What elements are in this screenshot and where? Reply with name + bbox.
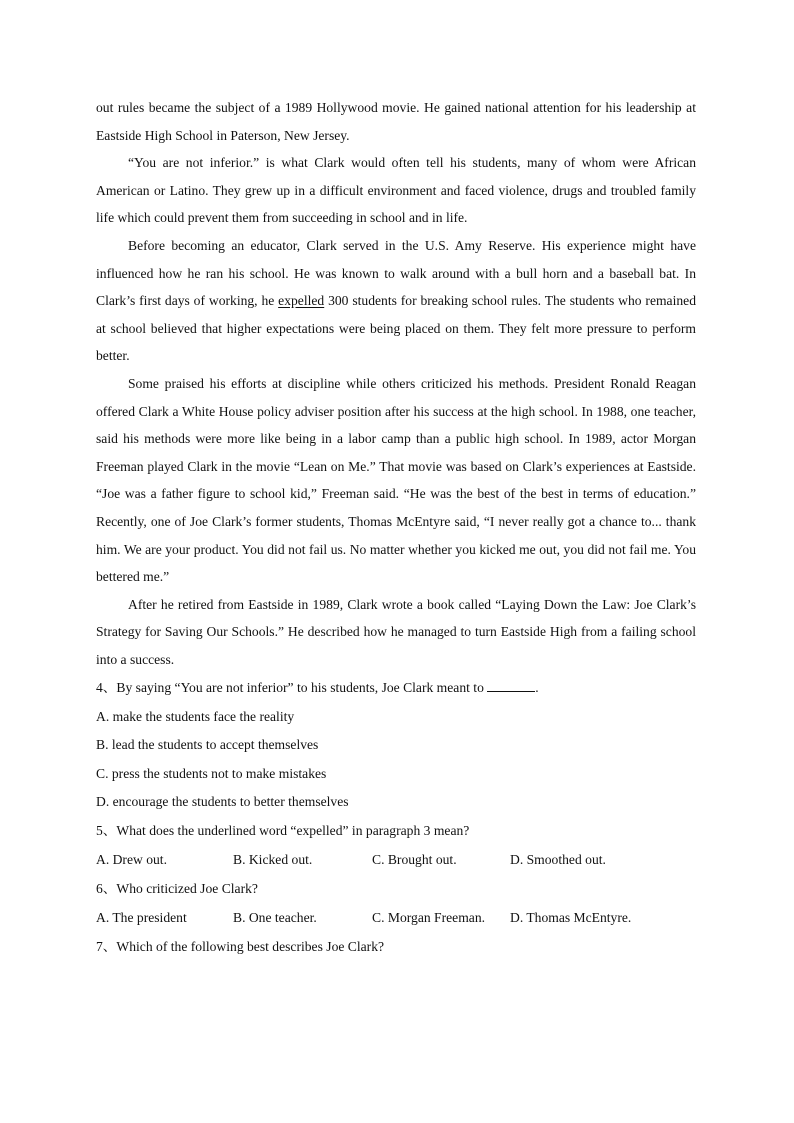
paragraph-3-text-end: 300 students for breaking school rules. The students who remained at school believed that higher expectations were being placed on them. They felt more pressure to perform better. — [96, 293, 696, 364]
question-6-options — [96, 903, 696, 933]
passage-paragraph-3 — [96, 232, 696, 370]
question-5-option-d: D. Smoothed out. — [510, 851, 606, 867]
question-6-option-b: B. One teacher. — [233, 909, 317, 925]
passage-paragraph-4: Some praised his efforts at discipline while others criticized his methods. President Ronald Reagan offered Clark a White House policy adviser position after his success at the high school. In 1988, one teacher, said his methods were more like being in a labor camp than a public high school. In 1989, actor Morgan Freeman played Clark in the movie “Lean on Me.” That movie was based on Clark’s experiences at Eastside. “Joe was a father figure to school kid,” Freeman said. “He was the best of the best in terms of education.” Recently, one of Joe Clark’s former students, Thomas McEntyre said, “I never really got a chance to... thank him. We are your product. You did not fail us. No matter whether you kicked me out, you did not fail me. You bettered me.” — [96, 375, 696, 585]
passage-paragraph-2: “You are not inferior.” is what Clark would often tell his students, many of whom were African American or Latino. They grew up in a difficult environment and faced violence, drugs and troubled family life which could prevent them from succeeding in school and in life. — [96, 155, 696, 226]
question-7-stem: 7、Which of the following best describes Joe Clark? — [96, 938, 385, 954]
question-4-stem — [96, 674, 696, 702]
document-page — [96, 94, 696, 961]
question-6-option-d: D. Thomas McEntyre. — [510, 909, 632, 925]
question-4-end: . — [535, 680, 539, 696]
question-4-option-a: A. make the students face the reality — [96, 708, 295, 724]
question-5-option-a: A. Drew out. — [96, 851, 167, 867]
question-4-option-c: C. press the students not to make mistakes — [96, 765, 327, 781]
question-6-option-a: A. The president — [96, 909, 187, 925]
question-6-stem: 6、Who criticized Joe Clark? — [96, 880, 258, 896]
question-4-option-d: D. encourage the students to better themselves — [96, 794, 349, 810]
answer-blank — [487, 679, 535, 692]
paragraph-3-text-start: Before becoming an educator, Clark served in the U.S. Amy Reserve. His experience might have influenced how he ran his school. He was known to walk around with a bull horn and a baseball bat. In Clark’s first days of working, he — [96, 237, 696, 309]
question-5-option-b: B. Kicked out. — [233, 851, 313, 867]
passage-paragraph-5: After he retired from Eastside in 1989, Clark wrote a book called “Laying Down the Law: Joe Clark’s Strategy for Saving Our Schools.” He described how he managed to turn Eastside High from a failing school into a success. — [96, 596, 696, 667]
question-5-option-c: C. Brought out. — [372, 851, 457, 867]
question-5-options — [96, 845, 696, 875]
question-6-option-c: C. Morgan Freeman. — [372, 909, 486, 925]
question-4-text: 4、By saying “You are not inferior” to his students, Joe Clark meant to — [96, 680, 484, 696]
passage-paragraph-1: out rules became the subject of a 1989 Hollywood movie. He gained national attention for his leadership at Eastside High School in Paterson, New Jersey. — [96, 100, 696, 143]
underlined-word-expelled: expelled — [278, 293, 325, 309]
question-5-stem: 5、What does the underlined word “expelled” in paragraph 3 mean? — [96, 822, 470, 838]
question-4-option-b: B. lead the students to accept themselves — [96, 737, 319, 753]
